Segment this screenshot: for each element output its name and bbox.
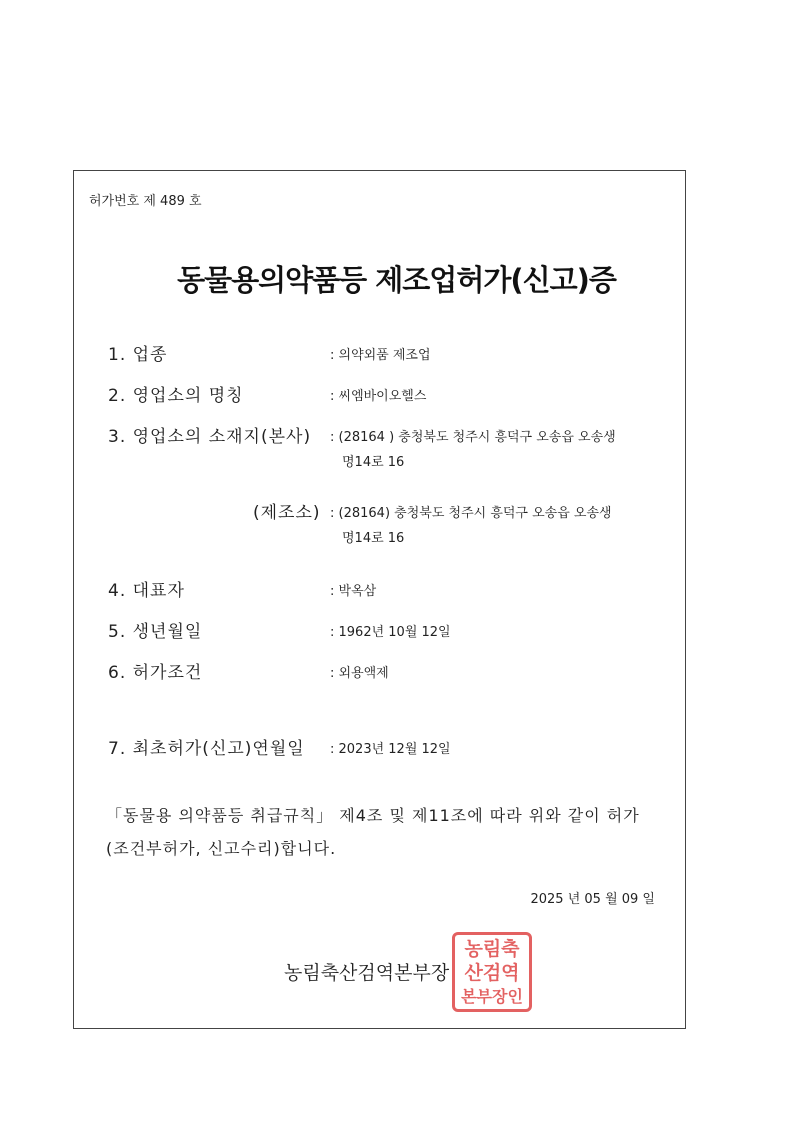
- item-label-birth-date: 5. 생년월일: [108, 622, 203, 642]
- statement-line-1: 「동물용 의약품등 취급규칙」 제4조 및 제11조에 따라 위와 같이 허가: [106, 806, 640, 825]
- item-label-first-permit-date: 7. 최초허가(신고)연월일: [108, 739, 305, 759]
- statement-line-2: (조건부허가, 신고수리)합니다.: [106, 839, 337, 858]
- item-label-factory-address: (제조소): [253, 503, 321, 523]
- item-value-birth-date: : 1962년 10월 12일: [330, 625, 451, 640]
- item-value-hq-address-line2: 명14로 16: [342, 455, 405, 470]
- item-label-conditions: 6. 허가조건: [108, 663, 203, 683]
- seal-line: 농림축: [464, 938, 520, 960]
- item-label-representative: 4. 대표자: [108, 581, 185, 601]
- item-value-hq-address: : (28164 ) 충청북도 청주시 흥덕구 오송읍 오송생: [330, 430, 616, 445]
- item-value-representative: : 박옥삼: [330, 584, 377, 599]
- item-label-business-name: 2. 영업소의 명칭: [108, 386, 244, 406]
- item-value-factory-address-line2: 명14로 16: [342, 531, 405, 546]
- item-value-factory-address: : (28164) 충청북도 청주시 흥덕구 오송읍 오송생: [330, 506, 612, 521]
- seal-line: 산검역: [464, 962, 520, 984]
- item-label-hq-address: 3. 영업소의 소재지(본사): [108, 427, 312, 447]
- permit-number: 허가번호 제 489 호: [89, 194, 202, 209]
- item-value-business-name: : 씨엠바이오헬스: [330, 389, 427, 404]
- official-seal: [452, 932, 532, 1012]
- item-label-business-type: 1. 업종: [108, 345, 168, 365]
- issuer-name: 농림축산검역본부장: [284, 962, 450, 984]
- seal-line: 본부장인: [461, 987, 523, 1006]
- issue-date: 2025 년 05 월 09 일: [530, 892, 655, 907]
- item-value-first-permit-date: : 2023년 12월 12일: [330, 742, 451, 757]
- document-title: 동물용의약품등 제조업허가(신고)증: [177, 263, 616, 297]
- item-value-business-type: : 의약외품 제조업: [330, 348, 431, 363]
- item-value-conditions: : 외용액제: [330, 666, 389, 681]
